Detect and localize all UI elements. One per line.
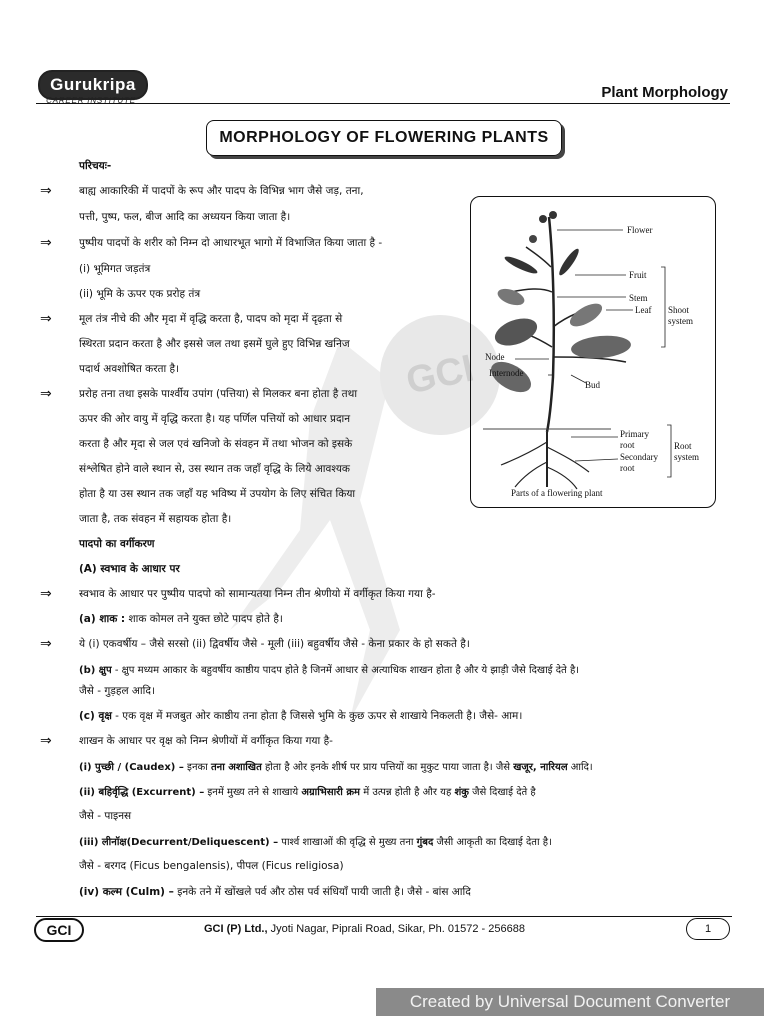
subject-title: Plant Morphology — [601, 84, 728, 101]
term-text: इनके तने में खोंखले पर्व और ठोस पर्व संधियाँ पायी जाती है। जैसे - बांस आदि — [173, 886, 471, 898]
bullet-arrow-icon: ⇒ — [40, 733, 52, 749]
footer-address-text: Jyoti Nagar, Piprali Road, Sikar, Ph. 01572 - 256688 — [267, 923, 525, 935]
text-line: पुष्पीय पादपों के शरीर को निम्न दो आधारभूत भागो में विभाजित किया जाता है - — [79, 237, 383, 249]
bullet-arrow-icon: ⇒ — [40, 183, 52, 199]
text-line: ऊपर की ओर वायु में वृद्धि करता है। यह पर्णिल पत्तियों को आधार प्रदान — [79, 413, 351, 425]
term-text: आदि। — [567, 762, 593, 773]
term-text: होता है ओर इनके शीर्ष पर प्राय पत्तियों का मुकुट पाया जाता है। जैसे — [261, 762, 514, 773]
text-line: स्वभाव के आधार पर पुष्पीय पादपो को सामान्यतया निम्न तीन श्रेणीयो में वर्गीकृत किया गया है- — [79, 588, 436, 600]
footer-company: GCI (P) Ltd., — [204, 923, 268, 935]
text-line: जैसे - गुड़हल आदि। — [79, 685, 155, 697]
brand-subtitle: CAREER INSTITUTE — [46, 96, 136, 105]
converter-watermark: Created by Universal Document Converter — [376, 988, 764, 1016]
label-shoot-system: system — [668, 316, 694, 326]
label-node: Node — [485, 352, 505, 362]
term-emphasis: खजूर, नारियल — [513, 762, 568, 773]
watermark-text: GCI — [369, 304, 511, 446]
footer-badge: GCI — [34, 918, 84, 942]
term-text: - क्षुप मध्यम आकार के बहुवर्षीय काष्ठीय पादप होते है जिनमें आधार से अत्याधिक शाखन होता है और ये झाड़ी जैसे दिखाई देते है। — [111, 665, 580, 676]
label-root: Root — [674, 441, 692, 451]
text-line: जैसे - बरगद (Ficus bengalensis), पीपल (Ficus religiosa) — [79, 860, 344, 872]
text-line: (i) भूमिगत जड़तंत्र — [79, 263, 151, 275]
term-text: में उत्पन्न होती है और यह — [360, 787, 455, 798]
bullet-arrow-icon: ⇒ — [40, 636, 52, 652]
label-root-system: system — [674, 452, 700, 462]
subsection-heading: (A) स्वभाव के आधार पर — [79, 563, 180, 575]
text-line: जैसे - पाइनस — [79, 810, 132, 822]
label-internode: Internode — [489, 368, 524, 378]
term-text: जैसी आकृती का दिखाई देता है। — [433, 837, 552, 848]
text-line: ये (i) एकवर्षीय – जैसे सरसो (ii) द्विवर्षीय जैसे - मूली (iii) बहुवर्षीय जैसे - केना प्रकार के हो सकते है। — [79, 638, 470, 650]
text-line: जाता है, तक संवहन में सहायक होता है। — [79, 513, 232, 525]
footer-divider — [36, 916, 732, 917]
term-emphasis: शंकु — [454, 787, 469, 798]
intro-heading: परिचयः- — [79, 160, 112, 172]
term-label: (iv) कल्म (Culm) – — [79, 886, 174, 898]
term-label: (c) वृक्ष — [79, 710, 112, 722]
text-line — [79, 885, 471, 899]
page-number: 1 — [686, 918, 730, 940]
figure-caption: Parts of a flowering plant — [511, 488, 603, 498]
term-text: जैसे दिखाई देते है — [468, 787, 536, 798]
bullet-arrow-icon: ⇒ — [40, 311, 52, 327]
plant-figure — [470, 196, 716, 508]
text-line — [79, 834, 552, 848]
label-secondary: Secondary — [620, 452, 658, 462]
text-line: प्ररोह तना तथा इसके पार्श्वीय उपांग (पत्तिया) से मिलकर बना होता है तथा — [79, 388, 358, 400]
text-line — [79, 759, 593, 773]
term-text: - एक वृक्ष में मजबुत ओर काष्ठीय तना होता है जिससे भुमि के कुछ ऊपर से शाखाये निकलती है। जैसे- आम। — [111, 710, 523, 722]
footer-address — [204, 923, 525, 935]
term-label: (a) शाक : — [79, 613, 126, 625]
term-label: (ii) बहिर्वृद्धि (Excurrent) – — [79, 787, 205, 798]
text-line: होता है या उस स्थान तक जहाँ यह भविष्य में उपयोग के लिए संचित किया — [79, 488, 356, 500]
term-text: इनका — [183, 762, 211, 773]
section-heading: पादपो का वर्गीकरण — [79, 538, 155, 550]
term-label: (i) पुच्छी / (Caudex) – — [79, 762, 184, 773]
text-line: पदार्थ अवशोषित करता है। — [79, 363, 180, 375]
text-line: शाखन के आधार पर वृक्ष को निम्न श्रेणीयों में वर्गीकृत किया गया है- — [79, 735, 333, 747]
term-label: (b) क्षुप — [79, 665, 112, 676]
text-line — [79, 784, 536, 798]
label-leaf: Leaf — [635, 305, 652, 315]
text-line: बाह्य आकारिकी में पादपों के रूप और पादप के विभिन्न भाग जैसे जड़, तना, — [79, 185, 364, 197]
term-emphasis: अग्राभिसारी क्रम — [301, 787, 361, 798]
bullet-arrow-icon: ⇒ — [40, 386, 52, 402]
text-line: स्थिरता प्रदान करता है और इससे जल तथा इसमें घुले हुए विभिन्न खनिज — [79, 338, 350, 350]
text-line — [79, 612, 283, 626]
label-fruit: Fruit — [629, 270, 647, 280]
term-text: इनमें मुख्य तने से शाखाये — [204, 787, 302, 798]
text-line: पत्ती, पुष्प, फल, बीज आदि का अध्ययन किया जाता है। — [79, 211, 291, 223]
label-flower: Flower — [627, 225, 653, 235]
text-line: मूल तंत्र नीचे की और मृदा में वृद्धि करता है, पादप को मृदा में दृढ़ता से — [79, 313, 343, 325]
term-emphasis: तना अशाखित — [210, 762, 262, 773]
label-shoot: Shoot — [668, 305, 690, 315]
label-primary-root: root — [620, 440, 635, 450]
label-bud: Bud — [585, 380, 601, 390]
term-label: (iii) लीनॉक्ष(Decurrent/Deliquescent) – — [79, 837, 279, 848]
label-secondary-root: root — [620, 463, 635, 473]
page-title: MORPHOLOGY OF FLOWERING PLANTS — [206, 120, 562, 156]
text-line — [79, 709, 522, 723]
text-line: (ii) भूमि के ऊपर एक प्ररोह तंत्र — [79, 288, 201, 300]
text-line: करता है और मृदा से जल एवं खनिजो के संवहन में तथा भोजन को इसके — [79, 438, 353, 450]
text-line — [79, 662, 579, 676]
term-text: शाक कोमल तने युक्त छोटे पादप होते है। — [125, 613, 283, 625]
bullet-arrow-icon: ⇒ — [40, 235, 52, 251]
text-line: संश्लेषित होने वाले स्थान से, उस स्थान तक जहाँ वृद्धि के लिये आवश्यक — [79, 463, 350, 475]
brand-logo: Gurukripa — [38, 70, 148, 100]
label-stem: Stem — [629, 293, 648, 303]
bullet-arrow-icon: ⇒ — [40, 586, 52, 602]
term-emphasis: गुंबद — [416, 837, 434, 848]
header-divider — [36, 103, 730, 104]
label-primary: Primary — [620, 429, 649, 439]
term-text: पार्श्व शाखाओं की वृद्धि से मुख्य तना — [278, 837, 417, 848]
